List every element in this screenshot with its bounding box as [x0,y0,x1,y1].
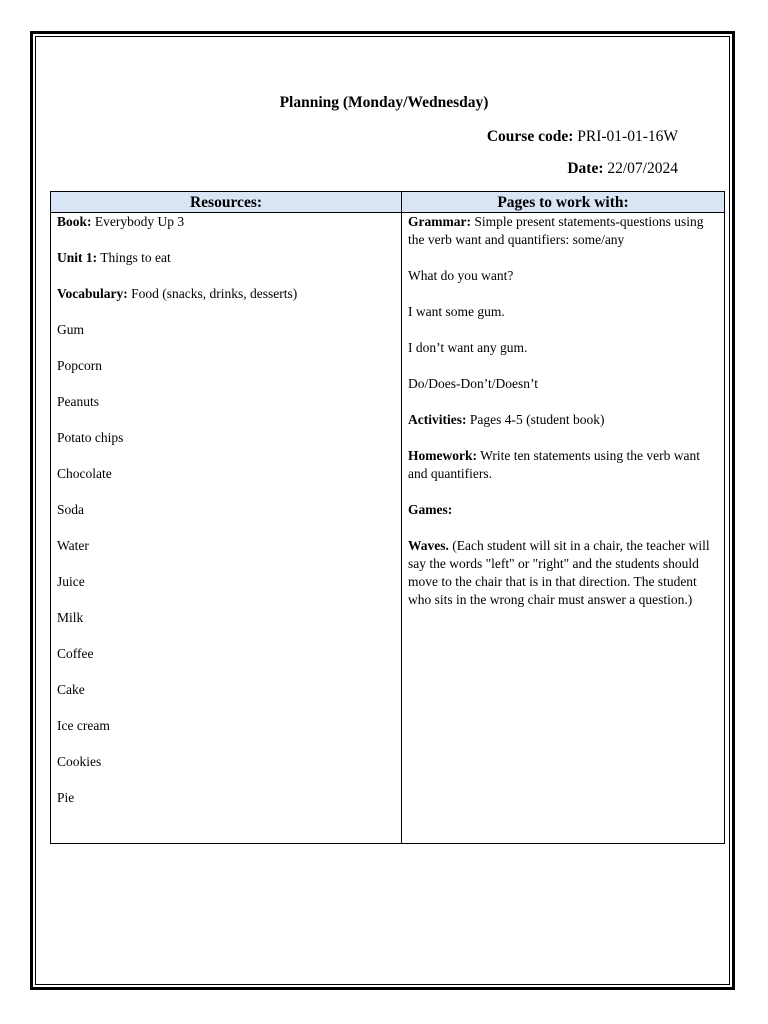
games-label: Games: [408,502,453,517]
grammar-value: Simple present statements-questions using the verb want and quantifiers: some/any [408,214,704,247]
book-value: Everybody Up 3 [94,214,185,229]
unit-value: Things to eat [100,250,171,265]
vocab-item: Gum [57,322,84,337]
homework-label: Homework: [408,448,477,463]
vocabulary-value: Food (snacks, drinks, desserts) [131,286,298,301]
homework-line [408,447,718,483]
example-line: I want some gum. [408,304,505,319]
vocab-item: Water [57,538,89,553]
grammar-label: Grammar: [408,214,471,229]
date-value: 22/07/2024 [607,160,678,177]
vocabulary-line [57,285,395,303]
example-line: I don’t want any gum. [408,340,528,355]
vocab-item: Pie [57,790,75,805]
vocab-item: Juice [57,574,85,589]
vocab-item: Ice cream [57,718,110,733]
table-header-row [51,192,725,213]
course-code-line [487,128,678,146]
book-line [57,213,395,231]
vocab-item: Popcorn [57,358,102,373]
table-row [51,213,725,844]
example-line: Do/Does-Don’t/Doesn’t [408,376,538,391]
waves-value: (Each student will sit in a chair, the teacher will say the words "left" or "right" and the students should move to the chair that is in that direction. The student who sits in the wrong chair must answer a question.) [408,538,710,607]
vocab-item: Soda [57,502,84,517]
waves-label: Waves. [408,538,449,553]
vocab-item: Cookies [57,754,102,769]
waves-line [408,537,718,609]
date-line [567,160,678,178]
book-label: Book: [57,214,92,229]
resources-cell [51,213,402,844]
course-code-value: PRI-01-01-16W [577,128,678,145]
course-code-label: Course code: [486,128,574,145]
resources-header: Resources: [51,192,402,213]
vocab-item: Coffee [57,646,94,661]
activities-value: Pages 4-5 (student book) [469,412,605,427]
pages-cell [402,213,725,844]
pages-header: Pages to work with: [402,192,725,213]
example-line: What do you want? [408,268,514,283]
vocab-item: Peanuts [57,394,99,409]
vocab-item: Cake [57,682,85,697]
unit-line [57,249,395,267]
vocabulary-label: Vocabulary: [57,286,128,301]
page-title: Planning (Monday/Wednesday) [279,94,489,111]
planning-table [50,191,725,844]
vocab-item: Potato chips [57,430,124,445]
activities-label: Activities: [408,412,467,427]
vocab-item: Chocolate [57,466,112,481]
unit-label: Unit 1: [57,250,98,265]
vocab-item: Milk [57,610,84,625]
grammar-line [408,213,718,249]
date-label: Date: [567,160,604,177]
homework-value: Write ten statements using the verb want and quantifiers. [408,448,701,481]
games-line [408,501,718,519]
activities-line [408,411,718,429]
